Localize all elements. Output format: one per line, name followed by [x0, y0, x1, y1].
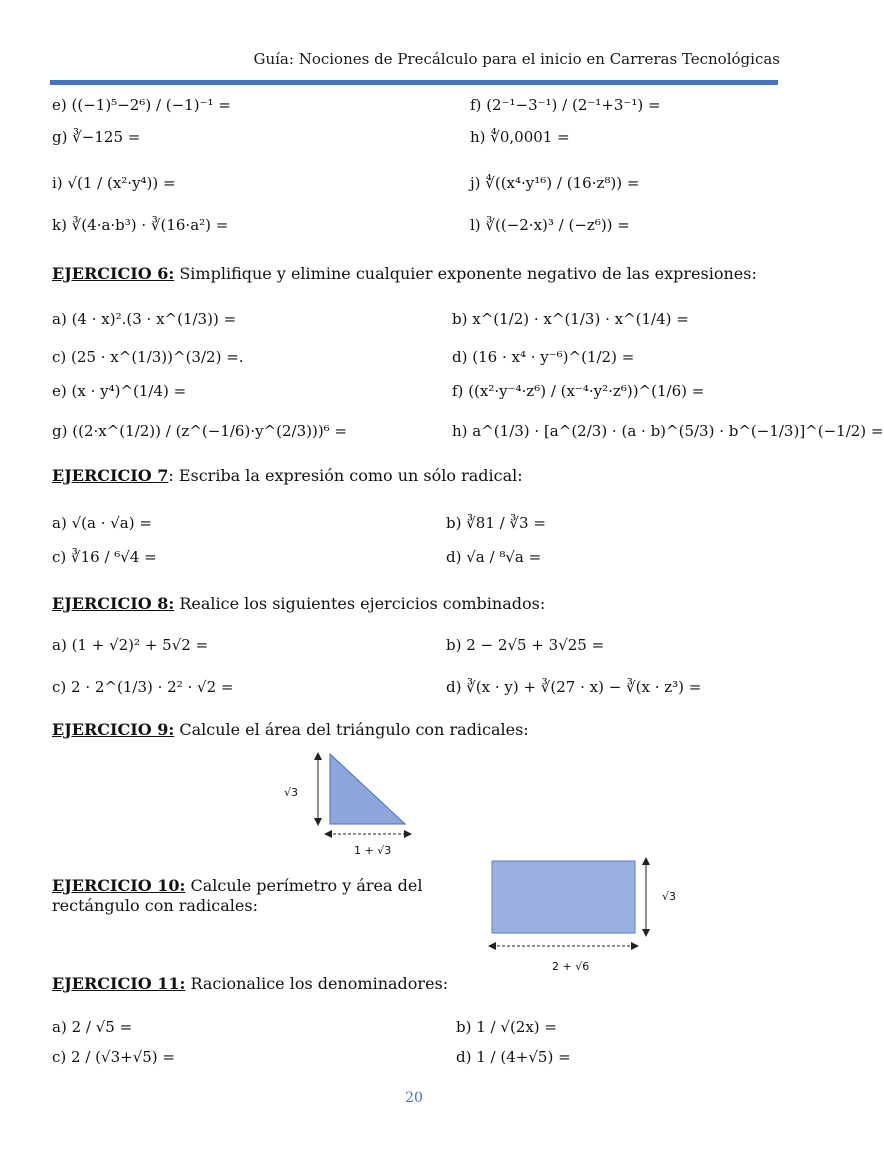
exercise-item-g: g) ∛−125 =	[52, 128, 141, 146]
ej8-item-a: a) (1 + √2)² + 5√2 =	[52, 636, 209, 654]
exercise-item-l: l) ∛((−2·x)³ / (−z⁶)) =	[470, 216, 630, 234]
ej8-item-b: b) 2 − 2√5 + 3√25 =	[446, 636, 605, 654]
exercise-item-e: e) ((−1)⁵−2⁶) / (−1)⁻¹ =	[52, 96, 231, 114]
ejercicio-9-heading: EJERCICIO 9: Calcule el área del triángulo con radicales:	[52, 720, 529, 739]
triangle-height-label: √3	[284, 786, 299, 799]
rectangle-base-label: 2 + √6	[552, 960, 590, 973]
ej6-item-f: f) ((x²·y⁻⁴·z⁶) / (x⁻⁴·y²·z⁶))^(1/6) =	[452, 382, 705, 400]
triangle-figure	[270, 748, 430, 863]
ejercicio-11-heading: EJERCICIO 11: Racionalice los denominadores:	[52, 974, 449, 993]
ejercicio-8-heading: EJERCICIO 8: Realice los siguientes ejercicios combinados:	[52, 594, 546, 613]
rectangle-shape	[492, 861, 635, 933]
ej7-item-d: d) √a / ⁸√a =	[446, 548, 542, 566]
ej8-item-d: d) ∛(x · y) + ∛(27 · x) − ∛(x · z³) =	[446, 678, 702, 696]
ej6-item-h: h) a^(1/3) · [a^(2/3) · (a · b)^(5/3) · b^(−1/3)]^(−1/2) =	[452, 422, 884, 440]
exercise-item-j: j) ∜((x⁴·y¹⁶) / (16·z⁸)) =	[470, 174, 640, 192]
ej6-item-d: d) (16 · x⁴ · y⁻⁶)^(1/2) =	[452, 348, 635, 366]
ej6-item-g: g) ((2·x^(1/2)) / (z^(−1/6)·y^(2/3)))⁶ =	[52, 422, 348, 440]
ejercicio-7-heading: EJERCICIO 7: Escriba la expresión como un sólo radical:	[52, 466, 523, 485]
ej6-item-e: e) (x · y⁴)^(1/4) =	[52, 382, 187, 400]
ej6-item-c: c) (25 · x^(1/3))^(3/2) =.	[52, 348, 244, 366]
triangle-base-label: 1 + √3	[354, 844, 392, 857]
ej6-item-a: a) (4 · x)².(3 · x^(1/3)) =	[52, 310, 237, 328]
page-number: 20	[405, 1090, 423, 1106]
ej11-item-d: d) 1 / (4+√5) =	[456, 1048, 571, 1066]
ej11-item-c: c) 2 / (√3+√5) =	[52, 1048, 175, 1066]
exercise-item-i: i) √(1 / (x²·y⁴)) =	[52, 174, 176, 192]
ej11-item-b: b) 1 / √(2x) =	[456, 1018, 557, 1036]
exercise-item-k: k) ∛(4·a·b³) · ∛(16·a²) =	[52, 216, 229, 234]
ej6-item-b: b) x^(1/2) · x^(1/3) · x^(1/4) =	[452, 310, 689, 328]
exercise-item-f: f) (2⁻¹−3⁻¹) / (2⁻¹+3⁻¹) =	[470, 96, 661, 114]
triangle-shape	[330, 754, 405, 824]
ej7-item-c: c) ∛16 / ⁶√4 =	[52, 548, 157, 566]
rectangle-height-label: √3	[662, 890, 677, 903]
ejercicio-6-heading: EJERCICIO 6: Simplifique y elimine cualquier exponente negativo de las expresiones:	[52, 264, 757, 283]
ej11-item-a: a) 2 / √5 =	[52, 1018, 133, 1036]
ej7-item-b: b) ∛81 / ∛3 =	[446, 514, 546, 532]
ej7-item-a: a) √(a · √a) =	[52, 514, 152, 532]
ej8-item-c: c) 2 · 2^(1/3) · 2² · √2 =	[52, 678, 234, 696]
exercise-item-h: h) ∜0,0001 =	[470, 128, 570, 146]
page-header-title: Guía: Nociones de Precálculo para el inicio en Carreras Tecnológicas	[253, 50, 780, 68]
header-divider	[50, 80, 778, 85]
rectangle-figure	[484, 852, 684, 977]
ejercicio-10-heading: EJERCICIO 10: Calcule perímetro y área del	[52, 876, 423, 895]
ejercicio-10-heading-line2: rectángulo con radicales:	[52, 896, 258, 915]
